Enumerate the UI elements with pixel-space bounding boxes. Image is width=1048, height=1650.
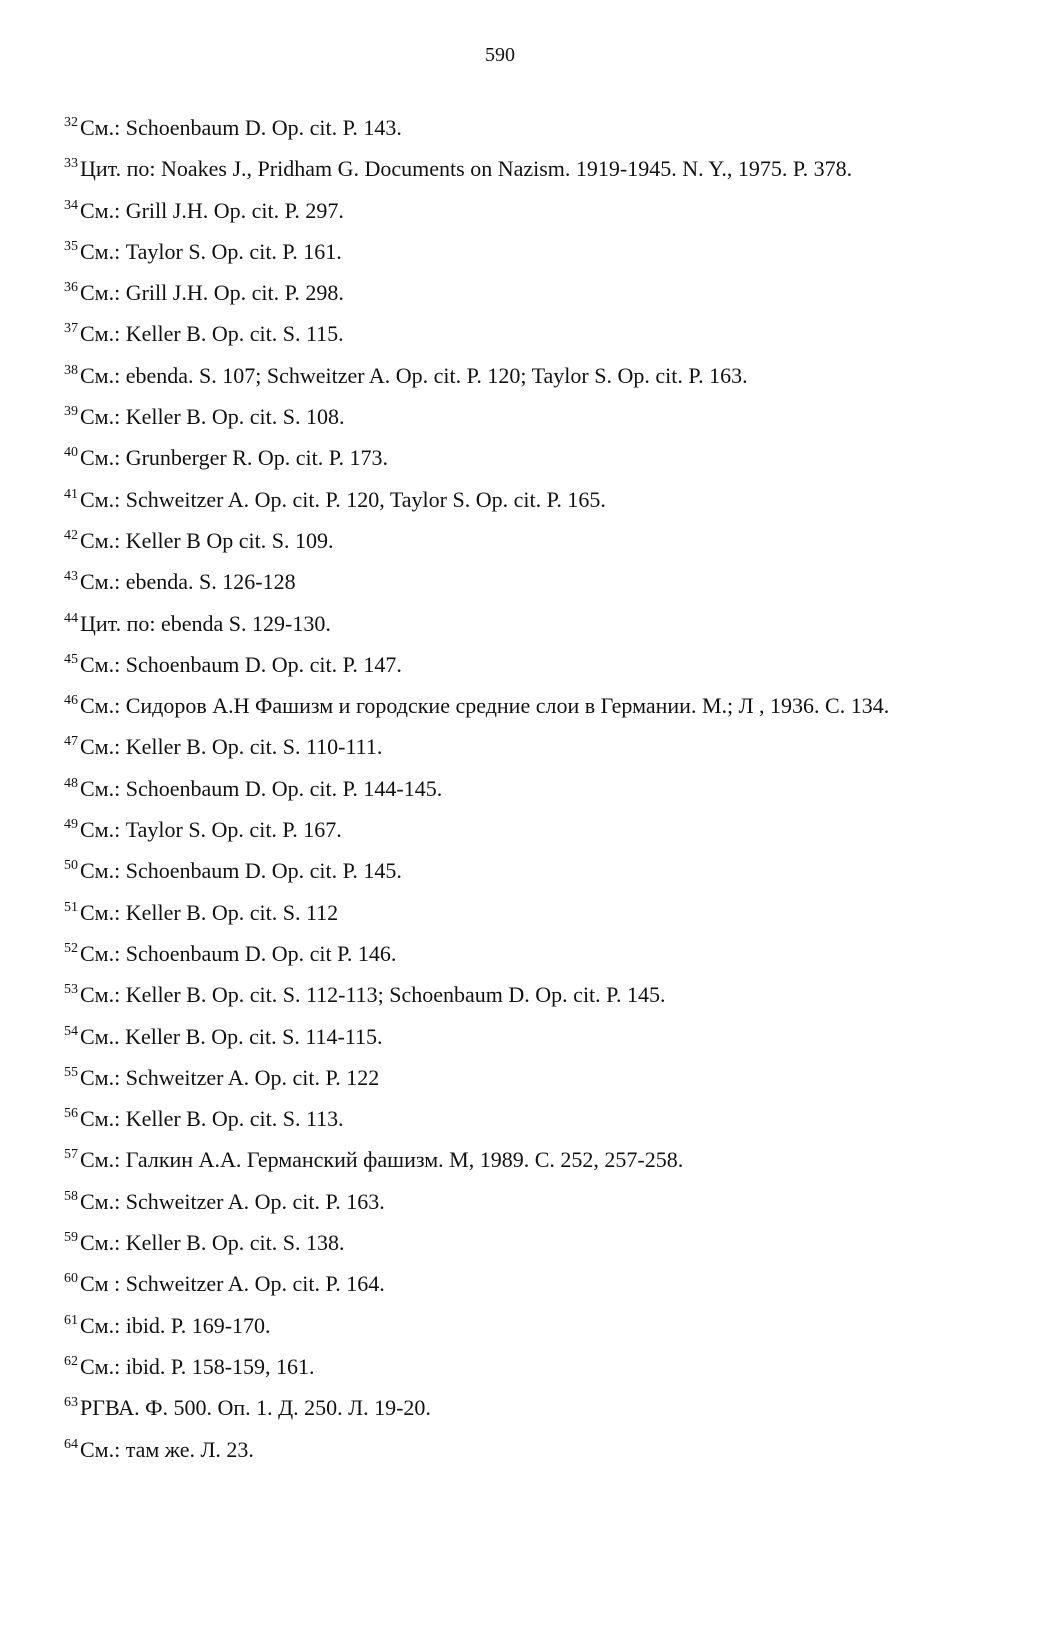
footnote-number: 63 [64,1395,78,1411]
footnote-item [64,1181,1004,1222]
footnote-number: 45 [64,651,78,667]
footnote-item [64,272,1004,313]
footnote-item [64,561,1004,602]
footnote-item [64,1098,1004,1139]
footnote-item [64,396,1004,437]
footnote-text: См : Schweitzer A. Op. cit. P. 164. [80,1271,385,1297]
footnote-number: 53 [64,982,78,998]
footnote-number: 61 [64,1312,78,1328]
footnote-number: 36 [64,280,78,296]
footnote-item [64,603,1004,644]
footnote-text: См.: Keller B Op cit. S. 109. [80,527,334,553]
footnote-item [64,685,1004,726]
footnote-text: См.: Schweitzer A. Op. cit. P. 122 [80,1064,380,1090]
footnote-number: 54 [64,1023,78,1039]
footnote-number: 32 [64,115,78,130]
footnote-number: 47 [64,734,78,750]
footnote-item [64,768,1004,809]
footnote-number: 64 [64,1436,78,1452]
page-number: 590 [485,44,515,66]
footnote-number: 51 [64,899,78,915]
footnote-text: РГВА. Ф. 500. Оп. 1. Д. 250. Л. 19-20. [80,1395,431,1421]
footnote-item [64,1222,1004,1263]
footnote-text: См.: Keller B. Op. cit. S. 112 [80,899,339,925]
footnote-item [64,974,1004,1015]
footnote-text: См.: Schoenbaum D. Op. cit. P. 145. [80,858,402,884]
footnote-item [64,644,1004,685]
footnote-text: См.: Grunberger R. Op. cit. P. 173. [80,445,389,471]
footnote-text: Цит. по: Noakes J., Pridham G. Documents on Nazism. 1919-1945. N. Y., 1975. P. 378. [80,156,853,182]
footnote-item [64,520,1004,561]
footnote-item [64,933,1004,974]
footnote-item [64,809,1004,850]
footnote-number: 39 [64,404,78,420]
footnote-item [64,1016,1004,1057]
footnote-text: См.: Schoenbaum D. Op. cit. P. 144-145. [80,775,443,801]
footnote-item [64,107,1004,148]
footnote-text: См.: Keller B. Op. cit. S. 115. [80,321,344,347]
footnote-text: См.: Grill J.H. Op. cit. P. 298. [80,280,344,306]
footnote-text: См.: Schweitzer A. Op. cit. P. 163. [80,1188,385,1214]
footnote-item [64,148,1004,189]
footnote-text: См.: Taylor S. Op. cit. P. 161. [80,238,342,264]
footnote-item [64,479,1004,520]
footnote-text: См.. Keller B. Op. cit. S. 114-115. [80,1023,383,1049]
footnote-item [64,1139,1004,1180]
footnote-item [64,190,1004,231]
footnote-text: См.: Галкин А.А. Германский фашизм. М, 1989. С. 252, 257-258. [80,1147,684,1173]
footnote-number: 35 [64,238,78,254]
footnote-item [64,892,1004,933]
footnote-item [64,1057,1004,1098]
footnote-number: 55 [64,1064,78,1080]
footnote-number: 34 [64,197,78,213]
footnote-item [64,1429,1004,1470]
footnote-number: 41 [64,486,78,502]
footnote-number: 33 [64,156,78,172]
footnote-number: 42 [64,527,78,543]
footnote-text: См.: Schoenbaum D. Op. cit P. 146. [80,940,397,966]
footnote-number: 58 [64,1188,78,1204]
footnote-text: См.: Grill J.H. Op. cit. P. 297. [80,197,344,223]
footnote-text: См.: Keller B. Op. cit. S. 113. [80,1106,344,1132]
footnote-text: См.: Taylor S. Op. cit. P. 167. [80,817,342,843]
footnote-number: 48 [64,775,78,791]
footnote-item [64,1346,1004,1387]
footnote-text: См.: ibid. P. 158-159, 161. [80,1353,315,1379]
footnote-text: См.: Keller B. Op. cit. S. 138. [80,1230,345,1256]
footnote-text: См.: там же. Л. 23. [80,1436,254,1462]
footnote-number: 43 [64,569,78,585]
footnote-number: 59 [64,1230,78,1246]
footnote-item [64,437,1004,478]
footnote-item [64,726,1004,767]
footnote-item [64,355,1004,396]
footnote-number: 46 [64,693,78,709]
footnote-item [64,1305,1004,1346]
footnote-text: См.: ibid. P. 169-170. [80,1312,271,1338]
footnote-number: 62 [64,1353,78,1369]
footnote-text: См.: Сидоров А.Н Фашизм и городские средние слои в Германии. М.; Л , 1936. С. 134. [80,693,890,719]
footnote-text: См.: Schweitzer A. Op. cit. P. 120, Taylor S. Op. cit. P. 165. [80,486,606,512]
footnote-text: Цит. по: ebenda S. 129-130. [80,610,331,636]
footnote-number: 57 [64,1147,78,1163]
footnote-number: 52 [64,940,78,956]
footnote-text: См.: Keller B. Op. cit. S. 108. [80,404,345,430]
footnote-number: 50 [64,858,78,874]
footnote-text: См.: Schoenbaum D. Op. cit. P. 147. [80,651,402,677]
footnote-text: См.: ebenda. S. 107; Schweitzer A. Op. cit. P. 120; Taylor S. Op. cit. P. 163. [80,362,748,388]
footnote-item [64,1387,1004,1428]
footnote-item [64,850,1004,891]
footnote-number: 56 [64,1106,78,1122]
footnote-number: 49 [64,817,78,833]
footnote-item [64,313,1004,354]
footnote-text: См.: Schoenbaum D. Op. cit. P. 143. [80,115,402,140]
footnote-number: 40 [64,445,78,461]
footnote-text: См.: Keller B. Op. cit. S. 110-111. [80,734,383,760]
footnote-number: 37 [64,321,78,337]
footnote-list [64,107,1004,1470]
footnote-number: 38 [64,362,78,378]
footnote-number: 44 [64,610,78,626]
footnote-text: См.: ebenda. S. 126-128 [80,569,296,595]
footnote-item [64,1263,1004,1304]
footnote-item [64,231,1004,272]
footnote-number: 60 [64,1271,78,1287]
footnote-text: См.: Keller B. Op. cit. S. 112-113; Schoenbaum D. Op. cit. P. 145. [80,982,666,1008]
